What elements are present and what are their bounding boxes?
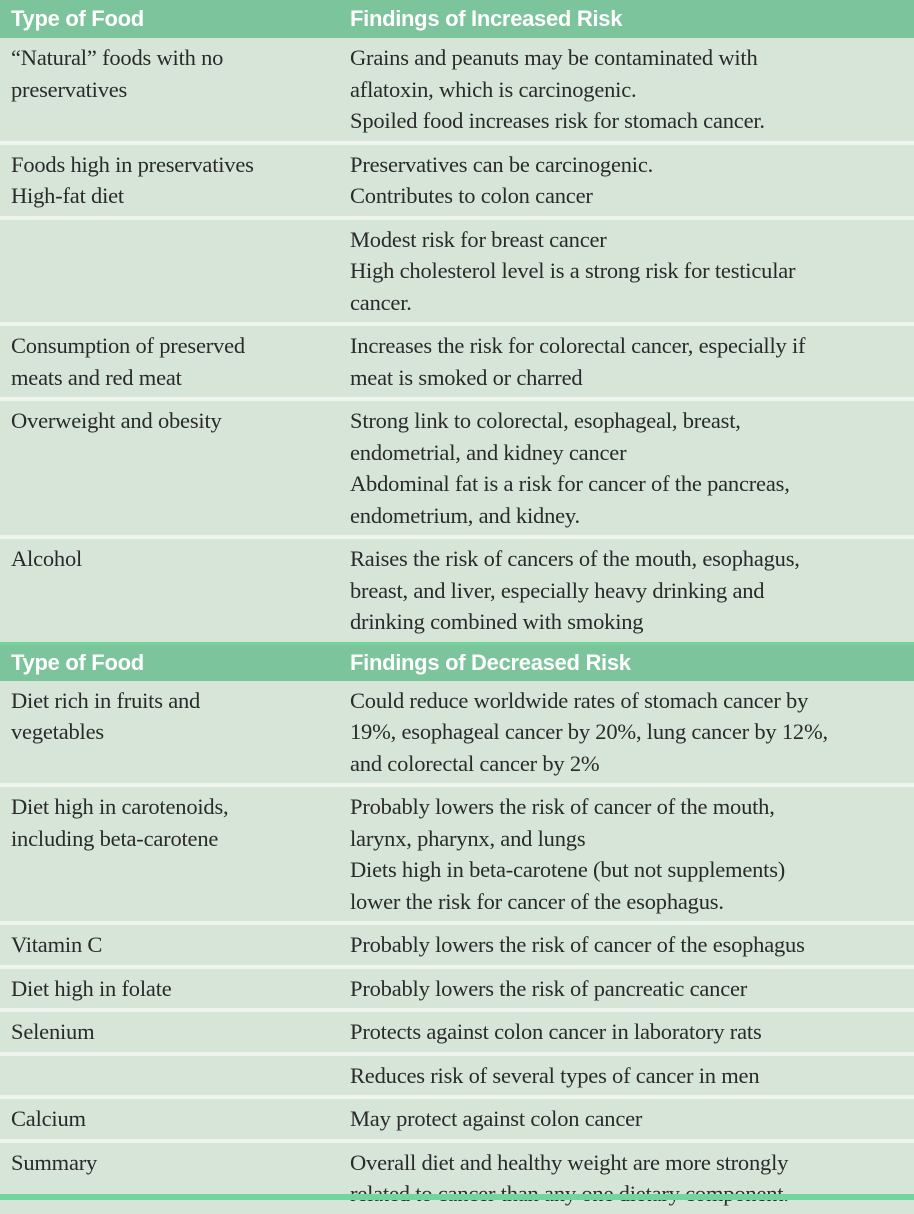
food-type-line: Alcohol — [11, 546, 83, 571]
findings-cell — [338, 537, 914, 643]
findings-cell — [338, 1010, 914, 1054]
food-type-cell — [0, 681, 338, 786]
food-type-line: meats and red meat — [11, 364, 182, 390]
food-type-cell — [0, 399, 338, 537]
decreased-risk-body — [0, 681, 914, 1214]
food-type-cell — [0, 38, 338, 143]
table-row — [0, 38, 914, 143]
header-type-of-food: Type of Food — [0, 0, 338, 38]
food-type-line: Diet rich in fruits and — [11, 687, 201, 713]
food-type-cell — [0, 967, 338, 1011]
findings-cell — [338, 399, 914, 537]
food-type-cell — [0, 324, 338, 399]
food-type-line: vegetables — [11, 719, 104, 744]
food-type-cell — [0, 1054, 338, 1098]
header-findings-increased: Findings of Increased Risk — [338, 0, 914, 38]
findings-cell — [338, 324, 914, 399]
finding-line: cancer. — [350, 289, 412, 315]
table-row — [0, 923, 914, 967]
finding-line: Diets high in beta-carotene (but not supplements) — [350, 857, 786, 882]
finding-line: Raises the risk of cancers of the mouth, esophagus, — [350, 546, 800, 571]
findings-cell — [338, 785, 914, 923]
food-type-line: Consumption of preserved — [11, 333, 245, 358]
food-type-line: “Natural” foods with no — [11, 45, 224, 70]
finding-line: endometrium, and kidney. — [350, 502, 580, 528]
table-row — [0, 143, 914, 218]
finding-line: Contributes to colon cancer — [350, 183, 593, 208]
finding-line: Grains and peanuts may be contaminated with — [350, 45, 758, 70]
table-row — [0, 399, 914, 537]
increased-risk-body — [0, 38, 914, 643]
finding-line: Spoiled food increases risk for stomach cancer. — [350, 108, 765, 133]
table-row — [0, 967, 914, 1011]
finding-line: 19%, esophageal cancer by 20%, lung cancer by 12%, — [350, 719, 828, 744]
table-row — [0, 218, 914, 325]
finding-line: endometrial, and kidney cancer — [350, 439, 627, 465]
table-row — [0, 1141, 914, 1214]
findings-cell — [338, 1054, 914, 1098]
findings-cell — [338, 143, 914, 218]
finding-line: May protect against colon cancer — [350, 1106, 643, 1131]
finding-line: Probably lowers the risk of pancreatic cancer — [350, 975, 748, 1001]
food-type-line: Summary — [11, 1149, 98, 1175]
finding-line: Probably lowers the risk of cancer of the esophagus — [350, 932, 805, 957]
bottom-rule — [0, 1194, 914, 1200]
food-type-cell — [0, 785, 338, 923]
finding-line: Preservatives can be carcinogenic. — [350, 151, 654, 177]
table-row — [0, 681, 914, 786]
finding-line: aflatoxin, which is carcinogenic. — [350, 76, 637, 102]
food-type-cell — [0, 537, 338, 643]
finding-line: breast, and liver, especially heavy drinking and — [350, 577, 765, 603]
finding-line: Protects against colon cancer in laboratory rats — [350, 1019, 762, 1044]
finding-line: High cholesterol level is a strong risk for testicular — [350, 258, 796, 283]
findings-cell — [338, 38, 914, 143]
food-type-cell — [0, 143, 338, 218]
food-type-line: preservatives — [11, 76, 128, 102]
finding-line: Strong link to colorectal, esophageal, breast, — [350, 408, 741, 433]
header-findings-decreased: Findings of Decreased Risk — [338, 643, 914, 681]
increased-risk-header — [0, 0, 914, 38]
table-row — [0, 537, 914, 643]
decreased-risk-header — [0, 643, 914, 681]
finding-line: Probably lowers the risk of cancer of the mouth, — [350, 794, 775, 819]
finding-line: Abdominal fat is a risk for cancer of the pancreas, — [350, 471, 790, 496]
finding-line: Could reduce worldwide rates of stomach cancer by — [350, 687, 809, 713]
food-type-cell — [0, 923, 338, 967]
findings-cell — [338, 923, 914, 967]
food-type-line: Selenium — [11, 1019, 95, 1044]
findings-cell — [338, 681, 914, 786]
finding-line: lower the risk for cancer of the esophagus. — [350, 888, 724, 914]
table-row — [0, 324, 914, 399]
finding-line: Overall diet and healthy weight are more strongly — [350, 1149, 789, 1175]
finding-line: drinking combined with smoking — [350, 609, 644, 634]
food-type-line: Overweight and obesity — [11, 408, 222, 433]
finding-line: larynx, pharynx, and lungs — [350, 825, 586, 851]
finding-line: Increases the risk for colorectal cancer, especially if — [350, 333, 806, 358]
table-row — [0, 1097, 914, 1141]
food-type-cell — [0, 218, 338, 325]
finding-line: Reduces risk of several types of cancer in men — [350, 1062, 760, 1088]
food-type-line: including beta-carotene — [11, 825, 219, 851]
food-type-line: Calcium — [11, 1106, 86, 1131]
food-type-line: High-fat diet — [11, 183, 124, 208]
header-type-of-food-2: Type of Food — [0, 643, 338, 681]
food-type-line: Diet high in folate — [11, 975, 172, 1001]
findings-cell — [338, 218, 914, 325]
food-type-line: Foods high in preservatives — [11, 151, 254, 177]
finding-line: and colorectal cancer by 2% — [350, 750, 600, 776]
finding-line: meat is smoked or charred — [350, 364, 583, 390]
food-type-cell — [0, 1097, 338, 1141]
table-row — [0, 1010, 914, 1054]
finding-line: Modest risk for breast cancer — [350, 226, 607, 252]
food-type-line: Diet high in carotenoids, — [11, 794, 229, 819]
food-type-cell — [0, 1010, 338, 1054]
findings-cell — [338, 1097, 914, 1141]
food-type-line: Vitamin C — [11, 932, 103, 957]
table-row — [0, 1054, 914, 1098]
table-row — [0, 785, 914, 923]
findings-cell — [338, 967, 914, 1011]
findings-cell — [338, 1141, 914, 1214]
food-type-cell — [0, 1141, 338, 1214]
